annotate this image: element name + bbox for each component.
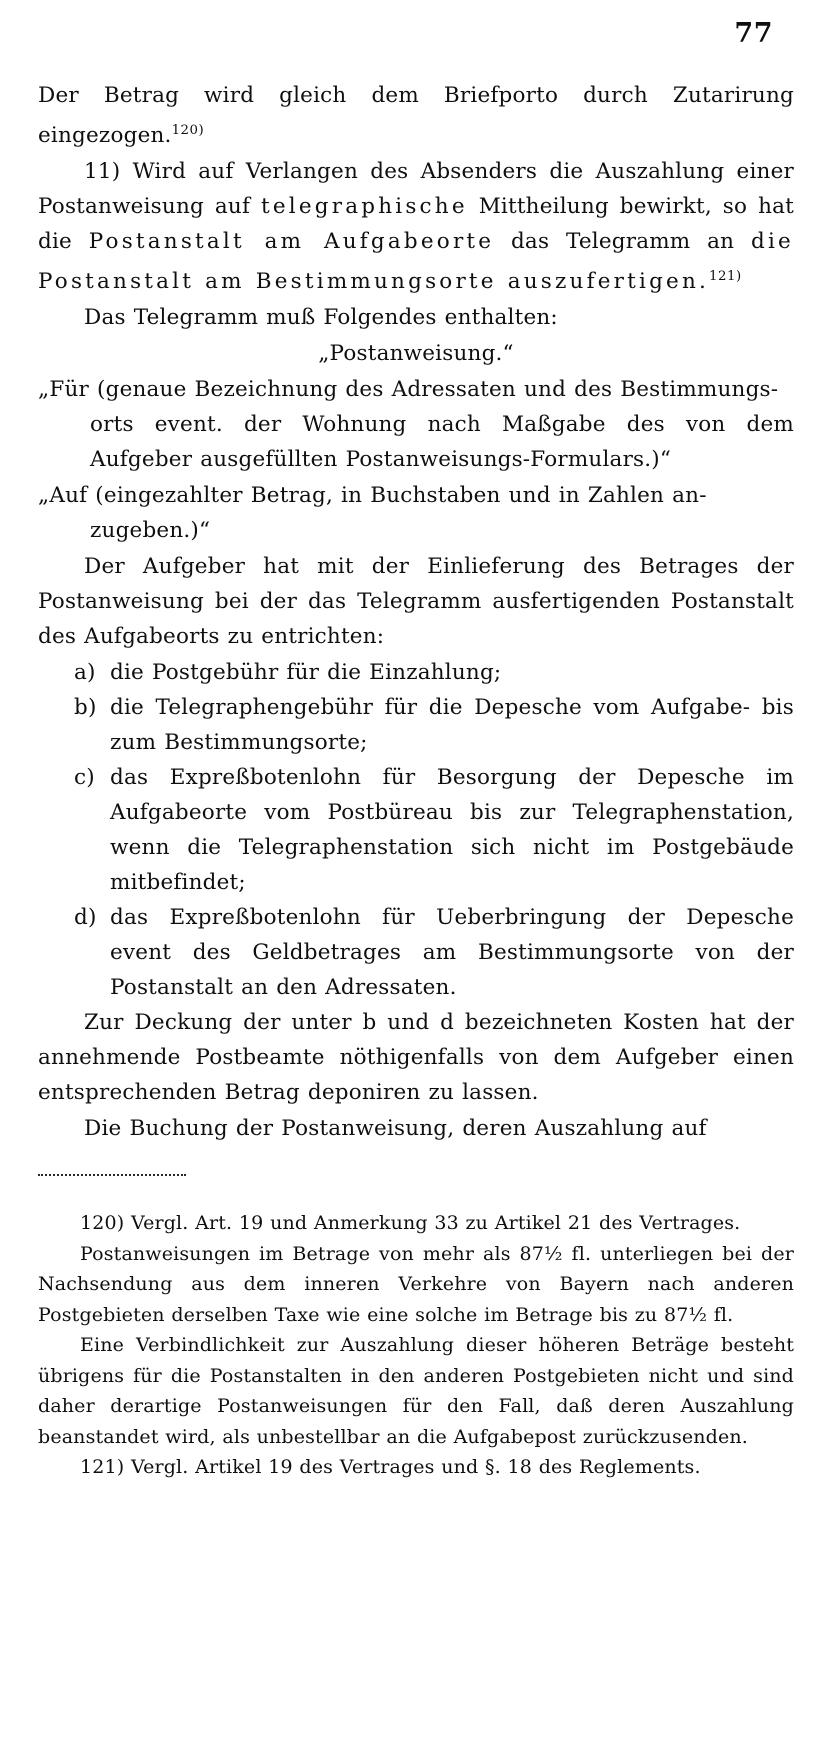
list-item-marker: a) bbox=[74, 660, 96, 686]
paragraph-aufgeber-pflichten: Der Aufgeber hat mit der Einlieferung des Betrages der Postanweisung bei der das Telegramm ausfertigenden Postanstalt des Aufgabeorts zu entrichten: bbox=[38, 554, 794, 650]
footnote-text: Vergl. Art. 19 und Anmerkung 33 zu Artikel 21 des Vertrages. bbox=[130, 1212, 741, 1234]
emphasis-telegraphische: telegraphische bbox=[261, 194, 468, 220]
footnote-120 bbox=[38, 1208, 794, 1239]
list-item-marker: c) bbox=[74, 765, 95, 791]
footnote-separator bbox=[38, 1174, 186, 1176]
list-item bbox=[38, 655, 794, 690]
paragraph-text-c: das Telegramm an bbox=[494, 229, 752, 255]
list-item-text: die Telegraphengebühr für die Depesche vom Aufgabe- bis zum Bestimmungsorte; bbox=[110, 695, 794, 756]
list-item-text: das Expreßbotenlohn für Ueberbringung der Depesche event des Geldbetrages am Bestimmungsorte von der Postanstalt an den Adressaten. bbox=[110, 905, 794, 1001]
footnote-text: Vergl. Artikel 19 des Vertrages und §. 18 des Reglements. bbox=[130, 1456, 701, 1478]
paragraph-text-b: Mittheilung bewirkt, so hat die bbox=[38, 194, 794, 255]
paragraph-buchung: Die Buchung der Postanweisung, deren Auszahlung auf bbox=[84, 1116, 707, 1142]
list-item bbox=[38, 900, 794, 1005]
page-number: 77 bbox=[734, 18, 773, 49]
paragraph-item-11 bbox=[38, 154, 794, 299]
footnote-121 bbox=[38, 1452, 794, 1483]
footnote-120-cont-1 bbox=[38, 1239, 794, 1331]
paragraph-text: Der Betrag wird gleich dem Briefporto durch Zutarirung eingezogen. bbox=[38, 83, 794, 149]
list-item-marker: b) bbox=[74, 695, 97, 721]
footnotes-block bbox=[38, 1208, 794, 1483]
footnote-marker: 120) bbox=[80, 1212, 125, 1234]
list-item bbox=[38, 760, 794, 900]
footnote-ref-120: 120) bbox=[171, 123, 205, 138]
footnote-120-cont-2 bbox=[38, 1330, 794, 1452]
paragraph-telegramm-inhalt: Das Telegramm muß Folgendes enthalten: bbox=[84, 305, 558, 331]
paragraph-betrag bbox=[38, 78, 794, 153]
list-item-text: die Postgebühr für die Einzahlung; bbox=[110, 660, 502, 686]
quote-line-2: orts event. der Wohnung nach Maßgabe des von dem Aufgeber ausgefüllten Postanweisungs-Formulars.)“ bbox=[90, 412, 794, 473]
footnote-text: Eine Verbindlichkeit zur Auszahlung dieser höheren Beträge besteht übrigens für die Postanstalten in den anderen Postgebieten nicht und sind daher derartige Postanweisungen für den Fall, daß deren Auszahlung beanstandet wird, als unbestellbar an die Aufgabepost zurückzusenden. bbox=[38, 1334, 794, 1448]
quote-line-1: „Für (genaue Bezeichnung des Adressaten und des Bestimmungs- bbox=[38, 377, 779, 403]
paragraph-deckung: Zur Deckung der unter b und d bezeichneten Kosten hat der annehmende Postbeamte nöthigenfalls von dem Aufgeber einen entsprechenden Betrag deponiren zu lassen. bbox=[38, 1010, 794, 1106]
quote-line-2: zugeben.)“ bbox=[90, 518, 211, 544]
list-item bbox=[38, 690, 794, 760]
quote-line-1: „Auf (eingezahlter Betrag, in Buchstaben und in Zahlen an- bbox=[38, 483, 707, 509]
footnote-ref-121: 121) bbox=[709, 269, 742, 285]
footnote-marker: 121) bbox=[80, 1456, 125, 1478]
paragraph-postanweisung-heading: „Postanweisung.“ bbox=[318, 341, 514, 367]
emphasis-postanstalt-bestimmungsorte: die Postanstalt am Bestimmungsorte auszufertigen. bbox=[38, 229, 794, 295]
emphasis-postanstalt-aufgabeorte: Postanstalt am Aufgabeorte bbox=[88, 229, 495, 255]
paragraph-text-a: 11) Wird auf Verlangen des Absenders die Auszahlung einer Postanweisung auf bbox=[38, 159, 794, 220]
footnote-text: Postanweisungen im Betrage von mehr als 87½ fl. unterliegen bei der Nachsendung aus dem inneren Verkehre von Bayern nach anderen Postgebieten derselben Taxe wie eine solche im Betrage bis zu 87½ fl. bbox=[38, 1242, 794, 1326]
list-item-text: das Expreßbotenlohn für Besorgung der Depesche im Aufgabeorte vom Postbüreau bis zur Telegraphenstation, wenn die Telegraphenstation sich nicht im Postgebäude mitbefindet; bbox=[110, 765, 794, 896]
list-item-marker: d) bbox=[74, 905, 97, 931]
body-column bbox=[38, 78, 794, 1147]
paragraph-quote-fuer bbox=[38, 372, 794, 477]
paragraph-quote-auf bbox=[38, 478, 794, 548]
lettered-list bbox=[38, 655, 794, 1005]
